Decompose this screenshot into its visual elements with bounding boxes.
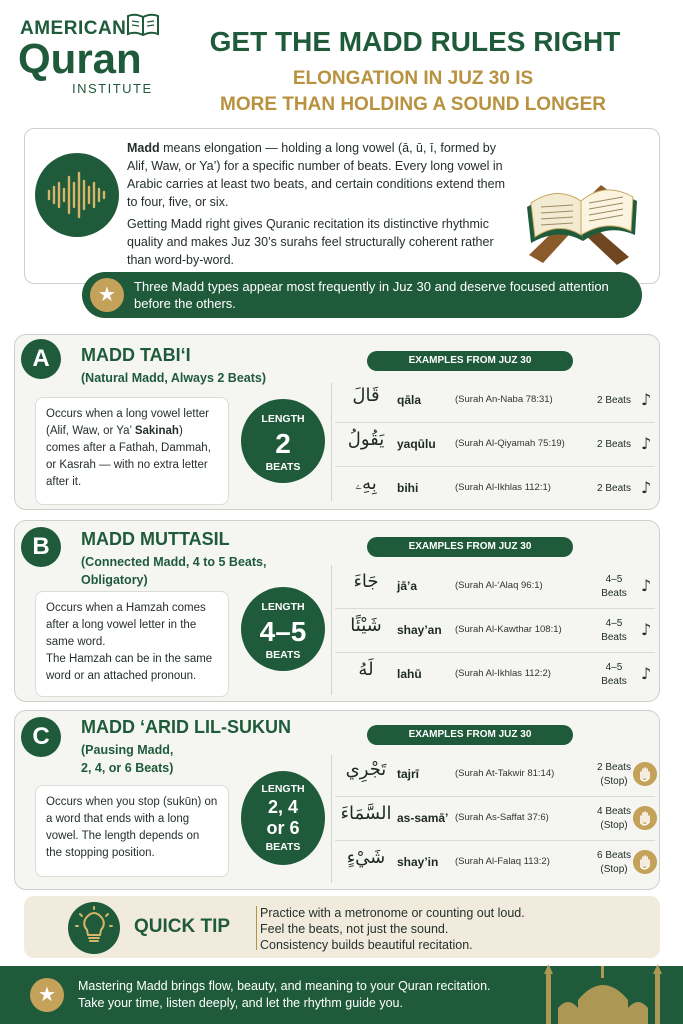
transliteration: shay’in [397, 855, 439, 869]
section-description [35, 591, 229, 697]
madd-term: Madd [127, 141, 160, 155]
length-label: LENGTH [261, 413, 305, 425]
section-madd-muttasil [14, 520, 660, 702]
arabic-word: شَيْءٍ [346, 847, 386, 868]
length-value: 2 [275, 428, 291, 459]
beats-value: 4–5 [605, 574, 623, 585]
example-row [335, 797, 655, 841]
transliteration: tajrī [397, 767, 420, 781]
page-title: GET THE MADD RULES RIGHT [209, 26, 621, 57]
section-title: MADD ‘ARID LIL-SUKUN [81, 717, 291, 737]
length-unit: BEATS [265, 461, 301, 473]
beats-value: 4 Beats [597, 806, 631, 817]
length-badge [241, 587, 325, 671]
arabic-word: جَاءَ [353, 571, 379, 592]
beats-count [591, 617, 637, 645]
music-note-icon: ♪ [641, 434, 652, 453]
section-badge: B [21, 527, 61, 567]
beats-count: 2 Beats [597, 483, 631, 494]
banner-text: Three Madd types appear most frequently in Juz 30 and deserve focused attention before the others. [134, 279, 609, 311]
example-row [335, 423, 655, 467]
transliteration: as-samā’ [397, 811, 449, 825]
beats-value: 4–5 [605, 662, 623, 673]
subtitle-line: 2, 4, or 6 Beats) [81, 761, 174, 775]
transliteration: bihi [397, 481, 419, 495]
beats-count [591, 805, 637, 833]
length-value-line: 2, 4 [267, 797, 299, 817]
stop-hand-icon [633, 806, 657, 830]
beats-count [591, 573, 637, 601]
example-row [335, 379, 655, 423]
subtitle-line1: ELONGATION IN JUZ 30 IS [292, 68, 534, 89]
star-icon: ★ [90, 278, 124, 312]
logo-line3: INSTITUTE [72, 81, 153, 96]
footer-line: Take your time, listen deeply, and let the rhythm guide you. [78, 996, 403, 1010]
tip-line: Consistency builds beautiful recitation. [260, 938, 473, 952]
section-madd-arid-lil-sukun [14, 710, 660, 890]
arabic-word: يَقُولُ [347, 429, 385, 450]
music-note-icon: ♪ [641, 664, 652, 683]
section-badge: C [21, 717, 61, 757]
intro-paragraph-1: means elongation — holding a long vowel (ā, ū, ī, formed by Alif, Waw, or Ya’) for a specific number of beats. Every long vowel in Arabic carries at least two beats, and certain conditions extend them to four, five, or six. [127, 141, 505, 209]
example-row [335, 753, 655, 797]
subtitle-line: (Connected Madd, 4 to 5 Beats, [81, 555, 267, 569]
logo-line2: Quran [18, 35, 142, 82]
surah-reference: (Surah Al-Ikhlas 112:2) [455, 668, 551, 679]
surah-reference: (Surah Al-Falaq 113:2) [455, 856, 550, 867]
intro-paragraph-2: Getting Madd right gives Quranic recitation its distinctive rhythmic quality and makes Juz 30’s surahs feel structurally coherent rather than word-by-word. [127, 217, 494, 267]
length-unit: BEATS [265, 841, 301, 853]
lightbulb-icon [68, 902, 120, 954]
surah-reference: (Surah An-Naba 78:31) [455, 394, 553, 405]
transliteration: yaqūlu [397, 437, 436, 451]
mosque-silhouette [538, 944, 668, 1024]
stop-hand-icon [633, 850, 657, 874]
beats-unit: Beats [601, 676, 627, 687]
divider [331, 565, 332, 695]
surah-reference: (Surah Al-Ikhlas 112:1) [455, 482, 551, 493]
music-note-icon: ♪ [641, 390, 652, 409]
beats-count [591, 849, 637, 877]
page-subtitle [178, 66, 648, 118]
beats-value: 2 Beats [597, 762, 631, 773]
surah-reference: (Surah As-Saffat 37:6) [455, 812, 549, 823]
section-subtitle [81, 741, 173, 777]
section-description: Occurs when you stop (sukūn) on a word that ends with a long vowel. The length depends on the stopping position. [35, 785, 229, 877]
footer-line: Mastering Madd brings flow, beauty, and meaning to your Quran recitation. [78, 979, 491, 993]
arabic-word: لَهُ [358, 659, 374, 680]
length-value [241, 797, 325, 839]
arabic-word: تَجْرِي [345, 759, 387, 780]
length-badge [241, 771, 325, 865]
example-row [335, 653, 655, 697]
length-label: LENGTH [261, 601, 305, 613]
stop-hand-icon [633, 762, 657, 786]
section-subtitle [81, 553, 266, 589]
tip-title: QUICK TIP [134, 916, 231, 937]
sound-wave-icon [35, 153, 119, 237]
example-row [335, 609, 655, 653]
surah-reference: (Surah At-Takwir 81:14) [455, 768, 555, 779]
description-part: Occurs when a long vowel letter (Alif, Waw, or Ya’ [46, 408, 209, 437]
divider [331, 755, 332, 883]
quran-stand-illustration [509, 145, 649, 273]
beats-unit: Beats [601, 588, 627, 599]
examples-label: EXAMPLES FROM JUZ 30 [367, 537, 573, 557]
examples-label: EXAMPLES FROM JUZ 30 [367, 351, 573, 371]
divider [331, 383, 332, 501]
arabic-word: السَّمَاءَ [340, 803, 392, 824]
length-value-line: or 6 [266, 818, 300, 838]
section-badge: A [21, 339, 61, 379]
intro-card [24, 128, 660, 284]
beats-count: 2 Beats [597, 439, 631, 450]
transliteration: jā’a [397, 579, 418, 593]
beats-unit: (Stop) [600, 776, 628, 787]
length-badge [241, 399, 325, 483]
example-row [335, 841, 655, 885]
divider [256, 906, 257, 950]
music-note-icon: ♪ [641, 620, 652, 639]
tip-text [260, 905, 525, 953]
section-madd-tabii [14, 334, 660, 510]
description-part: The Hamzah can be in the same word or an attached pronoun. [46, 653, 213, 682]
section-title: MADD TABI‘I [81, 345, 191, 365]
description-part: ) comes after a Fathah, Dammah, or Kasrah — with no extra letter after it. [46, 425, 211, 488]
footer [0, 966, 683, 1024]
surah-reference: (Surah Al-Qiyamah 75:19) [455, 438, 565, 449]
section-description [35, 397, 229, 505]
sakinah-term: Sakinah [134, 425, 179, 437]
beats-value: 6 Beats [597, 850, 631, 861]
transliteration: qāla [397, 393, 422, 407]
surah-reference: (Surah Al-‘Alaq 96:1) [455, 580, 543, 591]
section-title: MADD MUTTASIL [81, 529, 230, 549]
star-icon: ★ [30, 978, 64, 1012]
music-note-icon: ♪ [641, 478, 652, 497]
examples-label: EXAMPLES FROM JUZ 30 [367, 725, 573, 745]
beats-count [591, 761, 637, 789]
surah-reference: (Surah Al-Kawthar 108:1) [455, 624, 562, 635]
beats-unit: (Stop) [600, 820, 628, 831]
example-row [335, 565, 655, 609]
intro-text [127, 139, 507, 273]
length-value: 4–5 [259, 616, 307, 647]
beats-unit: Beats [601, 632, 627, 643]
transliteration: lahū [397, 667, 422, 681]
section-subtitle: (Natural Madd, Always 2 Beats) [81, 371, 267, 385]
subtitle-line: (Pausing Madd, [81, 743, 174, 757]
music-note-icon: ♪ [641, 576, 652, 595]
beats-unit: (Stop) [600, 864, 628, 875]
footer-text [78, 978, 538, 1012]
beats-count [591, 661, 637, 689]
beats-value: 4–5 [605, 618, 623, 629]
subtitle-line2: MORE THAN HOLDING A SOUND LONGER [220, 94, 606, 115]
open-book-icon [126, 12, 160, 38]
logo-line1: AMERICAN [20, 18, 127, 39]
arabic-word: بِهِۦ [355, 473, 377, 494]
transliteration: shay’an [397, 623, 442, 637]
example-row [335, 467, 655, 511]
arabic-word: شَيْئًا [350, 615, 382, 636]
tip-line: Feel the beats, not just the sound. [260, 922, 449, 936]
beats-count: 2 Beats [597, 395, 631, 406]
arabic-word: قَالَ [352, 385, 380, 406]
tip-line: Practice with a metronome or counting out loud. [260, 906, 525, 920]
length-label: LENGTH [261, 783, 305, 795]
subtitle-line: Obligatory) [81, 573, 148, 587]
intro-banner [82, 272, 642, 318]
length-unit: BEATS [265, 649, 301, 661]
description-part: Occurs when a Hamzah comes after a long vowel letter in the same word. [46, 602, 206, 648]
logo [14, 12, 164, 98]
